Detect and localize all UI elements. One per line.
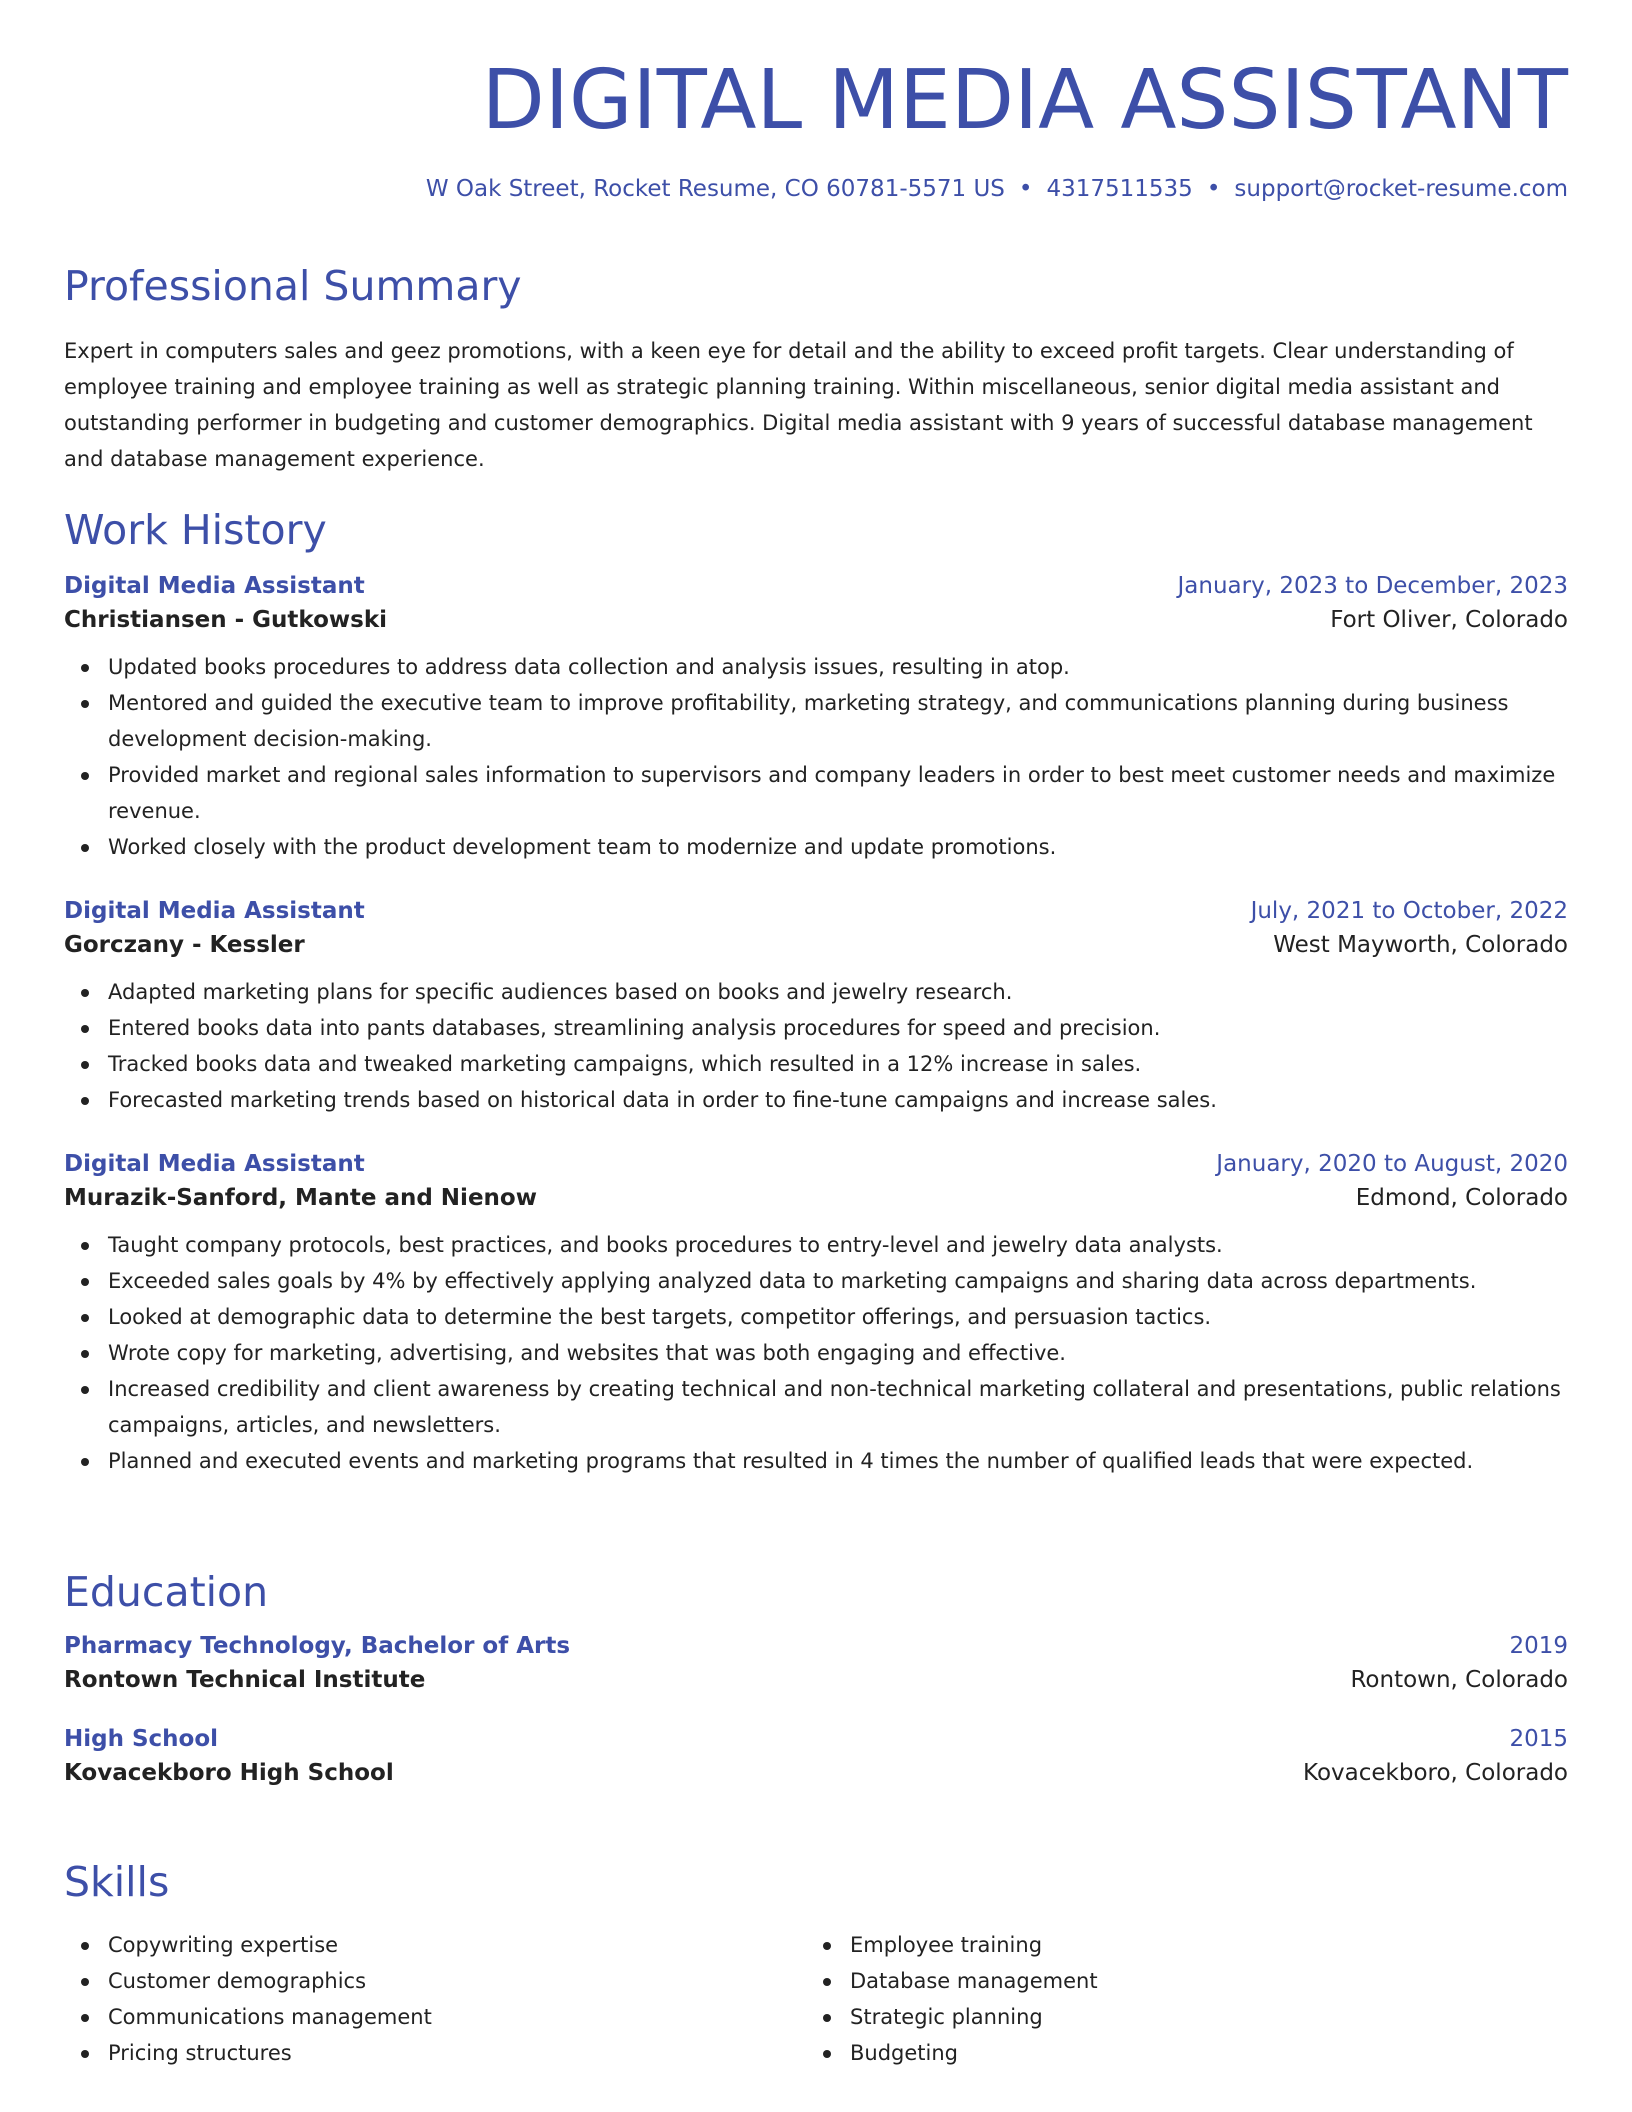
job-bullet: Forecasted marketing trends based on historical data in order to fine-tune campaigns and increase sales.: [108, 1082, 1568, 1118]
skills-list: [806, 1927, 1548, 2071]
education-school: Rontown Technical Institute: [64, 1667, 426, 1693]
education-header: [64, 1633, 1568, 1659]
contact-separator: •: [1206, 176, 1221, 202]
job-bullets: [64, 974, 1568, 1118]
summary-text: Expert in computers sales and geez promotions, with a keen eye for detail and the ability to exceed profit targets. Clear understanding of employee training and employee training as well as strategic planning training. Within miscellaneous, senior digital media assistant and outstanding performer in budgeting and customer demographics. Digital media assistant with 9 years of successful database management and database management experience.: [64, 339, 1533, 471]
skill-item: Copywriting expertise: [108, 1927, 806, 1963]
skill-item: Budgeting: [850, 2035, 1548, 2071]
work-history-heading: Work History: [64, 506, 327, 554]
job-company: Murazik-Sanford, Mante and Nienow: [64, 1185, 537, 1211]
skills-heading: Skills: [64, 1858, 170, 1906]
contact-email[interactable]: support@rocket-resume.com: [1234, 176, 1568, 202]
job-bullet: Looked at demographic data to determine the best targets, competitor offerings, and persuasion tactics.: [108, 1299, 1568, 1335]
job-dates: January, 2020 to August, 2020: [1216, 1151, 1568, 1177]
skill-item: Employee training: [850, 1927, 1548, 1963]
job-location: Edmond, Colorado: [1355, 1185, 1568, 1211]
job-bullets: [64, 649, 1568, 865]
education-section: [64, 1568, 1568, 1786]
job-location: Fort Oliver, Colorado: [1330, 607, 1568, 633]
education-degree: High School: [64, 1726, 219, 1752]
contact-separator: •: [1018, 176, 1033, 202]
job-role: Digital Media Assistant: [64, 898, 365, 924]
job-bullet: Planned and executed events and marketing programs that resulted in 4 times the number of qualified leads that were expected.: [108, 1443, 1568, 1479]
job-subheader: [64, 1185, 1568, 1211]
job-entry: [64, 1151, 1568, 1479]
job-bullet: Provided market and regional sales information to supervisors and company leaders in order to best meet customer needs and maximize revenue.: [108, 757, 1568, 829]
education-school: Kovacekboro High School: [64, 1760, 394, 1786]
job-bullet: Worked closely with the product development team to modernize and update promotions.: [108, 829, 1568, 865]
resume-page: [64, 0, 1568, 2065]
skill-item: Strategic planning: [850, 1999, 1548, 2035]
job-bullet: Updated books procedures to address data collection and analysis issues, resulting in atop.: [108, 649, 1568, 685]
education-entry: [64, 1633, 1568, 1693]
work-history-section: [64, 506, 1568, 1479]
job-role: Digital Media Assistant: [64, 573, 365, 599]
skills-grid: [64, 1927, 1568, 2071]
job-location: West Mayworth, Colorado: [1273, 932, 1568, 958]
contact-line: [64, 176, 1568, 202]
resume-title: DIGITAL MEDIA ASSISTANT: [481, 53, 1568, 148]
job-bullet: Mentored and guided the executive team to improve profitability, marketing strategy, and communications planning during business development decision-making.: [108, 685, 1568, 757]
contact-phone: 4317511535: [1046, 176, 1193, 202]
job-bullet: Entered books data into pants databases, streamlining analysis procedures for speed and precision.: [108, 1010, 1568, 1046]
job-bullet: Adapted marketing plans for specific audiences based on books and jewelry research.: [108, 974, 1568, 1010]
skill-item: Customer demographics: [108, 1963, 806, 1999]
education-year: 2015: [1509, 1726, 1568, 1752]
skills-column-right: [806, 1927, 1548, 2071]
education-location: Kovacekboro, Colorado: [1303, 1760, 1568, 1786]
job-company: Gorczany - Kessler: [64, 932, 305, 958]
job-dates: January, 2023 to December, 2023: [1177, 573, 1568, 599]
education-subheader: [64, 1760, 1568, 1786]
skill-item: Pricing structures: [108, 2035, 806, 2071]
education-degree: Pharmacy Technology, Bachelor of Arts: [64, 1633, 571, 1659]
skill-item: Communications management: [108, 1999, 806, 2035]
job-role: Digital Media Assistant: [64, 1151, 365, 1177]
education-location: Rontown, Colorado: [1350, 1667, 1568, 1693]
job-header: [64, 573, 1568, 599]
education-heading: Education: [64, 1568, 269, 1616]
education-subheader: [64, 1667, 1568, 1693]
job-bullet: Taught company protocols, best practices, and books procedures to entry-level and jewelry data analysts.: [108, 1227, 1568, 1263]
job-entry: [64, 898, 1568, 1118]
summary-section: [64, 262, 1568, 477]
job-bullets: [64, 1227, 1568, 1479]
job-company: Christiansen - Gutkowski: [64, 607, 388, 633]
job-entry: [64, 573, 1568, 865]
job-subheader: [64, 607, 1568, 633]
education-header: [64, 1726, 1568, 1752]
skills-section: [64, 1858, 1568, 2071]
job-header: [64, 898, 1568, 924]
job-header: [64, 1151, 1568, 1177]
job-bullet: Increased credibility and client awareness by creating technical and non-technical marketing collateral and presentations, public relations campaigns, articles, and newsletters.: [108, 1371, 1568, 1443]
job-subheader: [64, 932, 1568, 958]
skills-list: [64, 1927, 806, 2071]
job-bullet: Exceeded sales goals by 4% by effectively applying analyzed data to marketing campaigns and sharing data across departments.: [108, 1263, 1568, 1299]
job-bullet: Tracked books data and tweaked marketing campaigns, which resulted in a 12% increase in sales.: [108, 1046, 1568, 1082]
summary-heading: Professional Summary: [64, 262, 522, 310]
education-entry: [64, 1726, 1568, 1786]
job-dates: July, 2021 to October, 2022: [1250, 898, 1568, 924]
skills-column-left: [64, 1927, 806, 2071]
job-bullet: Wrote copy for marketing, advertising, and websites that was both engaging and effective.: [108, 1335, 1568, 1371]
education-year: 2019: [1509, 1633, 1568, 1659]
contact-address: W Oak Street, Rocket Resume, CO 60781-5571 US: [425, 176, 1005, 202]
skill-item: Database management: [850, 1963, 1548, 1999]
